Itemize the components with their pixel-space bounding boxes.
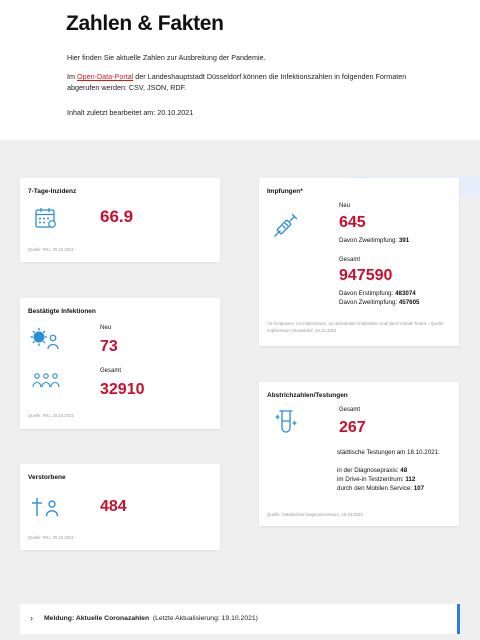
- mobile-label: durch den Mobilen Service:: [337, 485, 414, 492]
- incidence-card: [20, 178, 220, 262]
- vaccinations-new-label: Neu: [339, 203, 351, 209]
- open-data-suffix: der Landeshauptstadt Düsseldorf können die Infektionszahlen in folgenden Formaten abgerufen werden: CSV, JSON, RDF.: [67, 72, 407, 92]
- open-data-portal-link[interactable]: Open-Data-Portal: [76, 72, 134, 81]
- news-title: Meldung: Aktuelle Coronazahlen: [44, 615, 150, 622]
- vaccinations-total-label: Gesamt: [339, 257, 361, 263]
- news-accordion[interactable]: [20, 604, 460, 634]
- infections-card: [20, 298, 220, 429]
- card-title: Abstrichzahlen/Testungen: [267, 392, 348, 399]
- open-data-text: [67, 72, 407, 93]
- virus-person-icon: [30, 326, 60, 350]
- chevron-right-icon: ›: [30, 613, 33, 623]
- group-icon: [32, 371, 60, 389]
- infections-total-label: Gesamt: [100, 368, 122, 374]
- tests-card: [259, 382, 459, 526]
- deaths-value: 484: [100, 498, 127, 515]
- second-value: 457605: [398, 299, 420, 306]
- deaths-card: [20, 464, 220, 550]
- intro-text: Hier finden Sie aktuelle Zahlen zur Ausbreitung der Pandemie.: [67, 53, 266, 62]
- news-suffix: (Letzte Aktualisierung: 19.10.2021): [149, 615, 258, 622]
- calendar-virus-icon: [34, 206, 58, 230]
- infections-new-value: 73: [100, 338, 118, 355]
- syringe-icon: [273, 212, 299, 238]
- incidence-value: 66.9: [100, 207, 134, 226]
- incidence-source: Quelle: RKI, 20.10.2021: [28, 247, 74, 252]
- card-title: Verstorbene: [28, 474, 66, 481]
- intro-section: [0, 0, 480, 140]
- tests-drive-in: [337, 475, 415, 484]
- vaccinations-total-value: 947590: [339, 267, 393, 284]
- practice-label: in der Diagnosepraxis:: [337, 467, 401, 474]
- infections-total-value: 32910: [100, 381, 145, 398]
- drive-value: 112: [405, 476, 416, 483]
- second-label: Davon Zweitimpfung:: [339, 299, 399, 306]
- news-label: [44, 615, 258, 622]
- vaccinations-first: [339, 289, 416, 298]
- page-title: Zahlen & Fakten: [66, 12, 224, 35]
- infections-source: Quelle: RKI, 20.10.2021: [28, 413, 74, 418]
- new-second-label: Davon Zweitimpfung:: [339, 237, 399, 244]
- vaccinations-card: [259, 178, 459, 346]
- tests-detail: städtische Testungen am 18.10.2021:: [337, 449, 440, 456]
- tests-total-label: Gesamt: [339, 407, 361, 413]
- test-tube-icon: [273, 408, 299, 434]
- tests-total-value: 267: [339, 419, 366, 436]
- vaccinations-second: [339, 298, 420, 307]
- card-title: 7-Tage-Inzidenz: [28, 188, 77, 195]
- tests-source: Quelle: Städtisches Diagnosezentrum, 19.10.2021: [267, 512, 363, 517]
- card-title: Impfungen*: [267, 188, 303, 195]
- first-value: 483074: [395, 290, 416, 297]
- tests-mobile: [337, 484, 424, 493]
- mobile-value: 107: [413, 485, 425, 492]
- new-second-value: 391: [398, 237, 410, 244]
- vaccinations-new-value: 645: [339, 214, 366, 231]
- infections-new-label: Neu: [100, 325, 112, 331]
- vaccinations-new-second: [339, 236, 409, 245]
- drive-label: im Drive-in Testzentrum:: [337, 476, 406, 483]
- card-title: Bestätigte Infektionen: [28, 308, 96, 315]
- cross-person-icon: [30, 496, 60, 518]
- vaccinations-footnote: *In Arztpraxen, im Impfzentrum, an dezentralen Impfstellen und durch mobile Teams - Quelle: Impfzentrum Düsseldorf, 19.10.2021: [267, 321, 445, 333]
- open-data-prefix: Im: [67, 72, 77, 81]
- first-label: Davon Erstimpfung:: [339, 290, 396, 297]
- practice-value: 48: [400, 467, 408, 474]
- tests-practice: [337, 466, 407, 475]
- deaths-source: Quelle: RKI, 20.10.2021: [28, 535, 74, 540]
- last-updated-text: Inhalt zuletzt bearbeitet am: 20.10.2021: [67, 108, 194, 117]
